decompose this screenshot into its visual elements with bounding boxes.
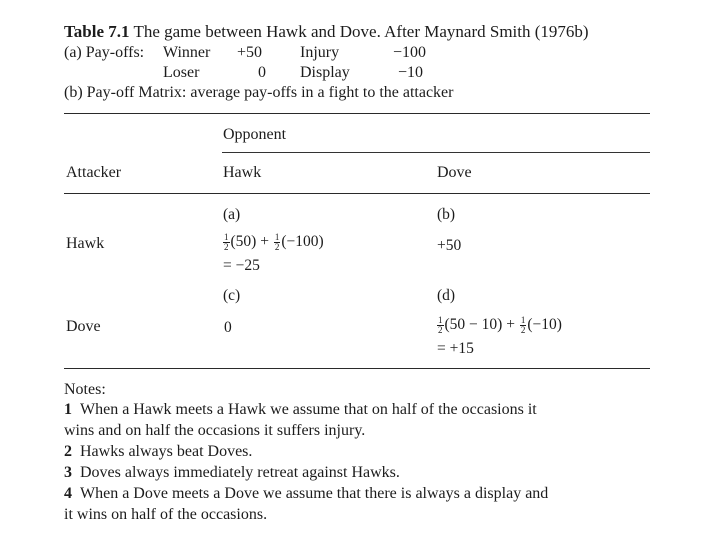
cell-c-value: 0 — [224, 319, 232, 336]
note-number: 3 — [64, 464, 72, 481]
cell-d-tag: (d) — [437, 287, 456, 304]
display-label: Display — [300, 64, 350, 81]
table-caption — [64, 22, 589, 42]
fraction-half: $\frac{1}{2}$ — [438, 315, 443, 335]
top-rule — [64, 113, 650, 114]
cell-a-tag: (a) — [223, 206, 241, 223]
note-number: 4 — [64, 485, 72, 502]
note-4-line-2: it wins on half of the occasions. — [64, 506, 268, 523]
fraction-half: $\frac{1}{2}$ — [520, 315, 526, 335]
loser-value: 0 — [258, 64, 266, 81]
note-text: Doves always immediately retreat against Hawks. — [80, 464, 400, 481]
fraction-half: $\frac{1}{2}$ — [274, 232, 280, 252]
fraction-half: $\frac{1}{2}$ — [224, 232, 229, 252]
col-dove-header: Dove — [437, 164, 472, 181]
note-number: 2 — [64, 443, 72, 460]
note-3 — [64, 464, 400, 482]
cell-a-formula: $\frac{1}{2}$ (50) + $\frac{1}{2}$ (−100) — [224, 232, 324, 252]
note-text: When a Dove meets a Dove we assume that there is always a display and — [80, 485, 549, 502]
bottom-rule — [64, 368, 650, 369]
cell-c-tag: (c) — [223, 287, 241, 304]
note-2 — [64, 443, 252, 461]
caption-label: Table 7.1 — [64, 22, 130, 41]
cell-b-tag: (b) — [437, 206, 456, 223]
col-hawk-header: Hawk — [223, 164, 262, 181]
opponent-header: Opponent — [223, 126, 287, 143]
note-number: 1 — [64, 401, 72, 418]
display-value: −10 — [398, 64, 424, 81]
note-1-line-2: wins and on half the occasions it suffers injury. — [64, 422, 366, 439]
injury-label: Injury — [300, 44, 340, 61]
note-4 — [64, 485, 548, 503]
opponent-rule — [222, 152, 650, 153]
note-1 — [64, 401, 537, 419]
loser-label: Loser — [163, 64, 200, 81]
note-text: When a Hawk meets a Hawk we assume that on half of the occasions it — [80, 401, 537, 418]
matrix-heading: (b) Pay-off Matrix: average pay-offs in a fight to the attacker — [64, 84, 454, 101]
attacker-header: Attacker — [66, 164, 122, 181]
cell-d-formula: $\frac{1}{2}$ (50 − 10) + $\frac{1}{2}$ (−10) — [438, 315, 562, 335]
header-rule — [64, 193, 650, 194]
cell-b-value: +50 — [437, 237, 462, 254]
cell-a-result: = −25 — [223, 257, 260, 274]
winner-value: +50 — [237, 44, 263, 61]
notes-heading: Notes: — [64, 381, 106, 398]
payoffs-heading: (a) Pay-offs: — [64, 44, 145, 61]
row-label-dove: Dove — [66, 318, 101, 335]
cell-d-result: = +15 — [437, 340, 474, 357]
winner-label: Winner — [163, 44, 211, 61]
row-label-hawk: Hawk — [66, 235, 105, 252]
injury-value: −100 — [393, 44, 427, 61]
note-text: Hawks always beat Doves. — [80, 443, 253, 460]
caption-text: The game between Hawk and Dove. After Maynard Smith (1976b) — [133, 22, 589, 41]
